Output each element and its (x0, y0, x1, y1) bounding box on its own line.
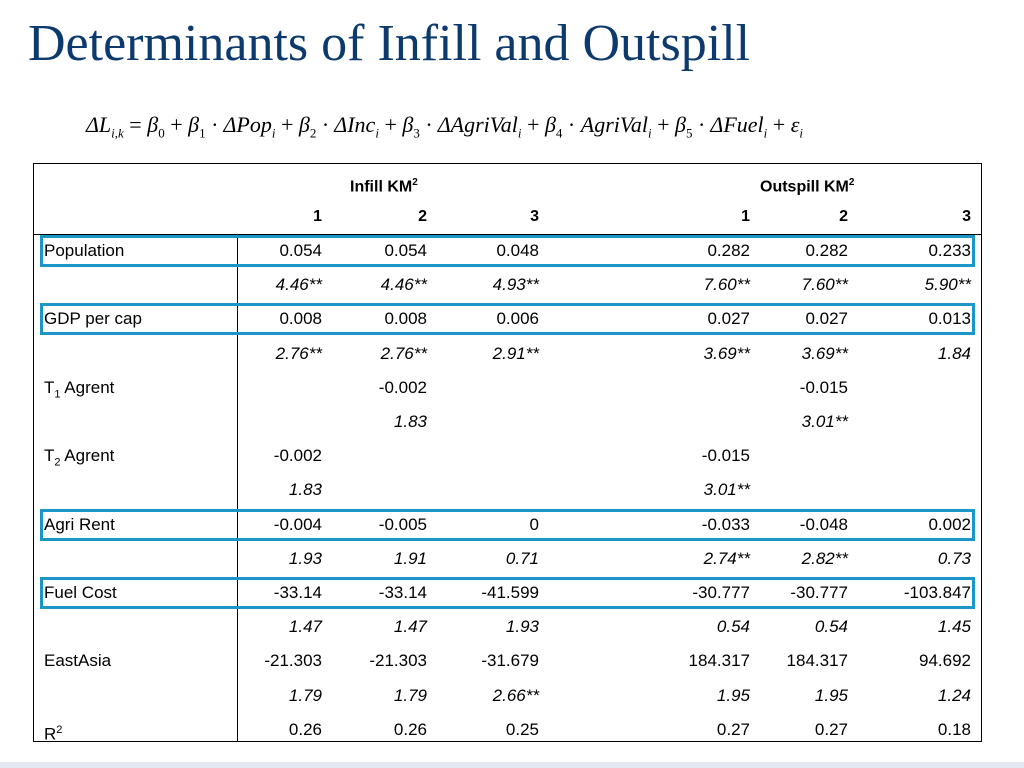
row-label-text: T (44, 446, 55, 466)
t-stat-cell: 1.83 (288, 480, 322, 500)
coefficient-cell: 0.048 (496, 241, 539, 260)
coefficient-cell: 0.26 (393, 719, 427, 739)
coefficient-cell: 0.002 (928, 514, 971, 534)
coefficient-cell: 0.233 (928, 241, 971, 260)
coefficient-cell: -0.005 (378, 514, 427, 534)
t-stat-cell: 1.95 (814, 685, 848, 705)
coefficient-cell: -31.679 (481, 651, 539, 671)
label-column-divider (237, 234, 238, 742)
coefficient-cell: 0.25 (505, 719, 539, 739)
coefficient-cell: 0 (529, 514, 539, 534)
coefficient-cell: 0.008 (279, 309, 322, 329)
row-label-text: GDP per cap (44, 309, 142, 329)
t-stat-cell: 0.71 (505, 548, 539, 568)
t-stat-cell: 2.82** (801, 548, 848, 568)
row-label-tail: Agrent (60, 377, 115, 397)
coefficient-cell: -103.847 (903, 583, 971, 602)
outspill-header-text: Outspill KM (760, 178, 849, 196)
col-header-infill-3: 3 (530, 208, 539, 225)
t-stat-cell: 1.84 (937, 343, 971, 363)
t-stat-cell: 1.83 (393, 412, 427, 431)
col-header-outspill-2: 2 (839, 208, 848, 225)
outspill-header-sup: 2 (848, 177, 855, 188)
t-stat-cell: 0.54 (814, 617, 848, 637)
t-stat-cell: 2.66** (492, 685, 539, 705)
row-label-text: EastAsia (44, 651, 112, 671)
infill-header (350, 166, 418, 200)
row-label-subscript: 2 (54, 456, 61, 469)
coefficient-cell: -41.599 (481, 583, 539, 602)
t-stat-cell: 2.76** (275, 343, 322, 363)
infill-header-sup: 2 (412, 177, 418, 188)
coefficient-cell: 0.013 (928, 309, 971, 329)
t-stat-cell: 5.90** (924, 275, 971, 295)
regression-table (33, 163, 982, 742)
t-stat-cell: 1.79 (393, 685, 427, 705)
row-label-tail: Agrent (60, 446, 115, 466)
t-stat-cell: 4.46** (275, 275, 322, 295)
t-stat-cell: 2.91** (492, 343, 539, 363)
col-header-infill-2: 2 (418, 208, 427, 225)
row-label-t1-agrent (44, 371, 114, 405)
t-stat-cell: 1.93 (288, 548, 322, 568)
infill-header-text: Infill KM (350, 178, 413, 196)
coefficient-cell: 0.008 (384, 309, 427, 329)
outspill-header (760, 166, 854, 200)
coefficient-cell: -30.777 (692, 583, 750, 602)
row-label-fuel-cost (44, 576, 117, 610)
coefficient-cell: 0.27 (814, 719, 848, 739)
coefficient-cell: -33.14 (378, 583, 427, 602)
coefficient-cell: -0.015 (799, 377, 848, 397)
t-stat-cell: 4.46** (380, 275, 427, 295)
t-stat-cell: 3.01** (801, 412, 848, 431)
coefficient-cell: 0.027 (707, 309, 750, 329)
coefficient-cell: 0.054 (279, 241, 322, 260)
slide-footer-bar (0, 762, 1024, 768)
t-stat-cell: 0.73 (937, 548, 971, 568)
t-stat-cell: 3.69** (703, 343, 750, 363)
row-label-t2-agrent (44, 439, 114, 473)
row-label-gdp-per-cap (44, 302, 142, 336)
coefficient-cell: -0.048 (799, 514, 848, 534)
t-stat-cell: 1.91 (393, 548, 427, 568)
coefficient-cell: -21.303 (369, 651, 427, 671)
t-stat-cell: 3.01** (703, 480, 750, 500)
row-label-text: Fuel Cost (44, 583, 117, 602)
t-stat-cell: 1.95 (716, 685, 750, 705)
row-label-subscript: 1 (54, 388, 61, 401)
regression-equation: $\Delta L_{i,k} = \beta_0 + \beta_1 \cdot \Delta Pop_i + \beta_2 \cdot \Delta Inc_i + \beta_3$ · ΔAgriVal$_i$ + $\beta_4$ · AgriVal$_i$ + $\beta_5$ · ΔFuel$_i$ + $\varepsilon_i$ (86, 112, 804, 141)
row-label-text: T (44, 377, 55, 397)
coefficient-cell: -0.004 (273, 514, 322, 534)
t-stat-cell: 1.47 (288, 617, 322, 637)
row-label-text: Agri Rent (44, 514, 115, 534)
row-label-eastasia (44, 644, 111, 678)
coefficient-cell: 0.054 (384, 241, 427, 260)
t-stat-cell: 4.93** (492, 275, 539, 295)
coefficient-cell: 94.692 (919, 651, 971, 671)
slide-title: Determinants of Infill and Outspill (28, 15, 751, 72)
row-label-superscript: 2 (56, 723, 63, 736)
col-header-infill-1: 1 (313, 208, 322, 225)
coefficient-cell: -0.002 (273, 446, 322, 466)
t-stat-cell: 3.69** (801, 343, 848, 363)
col-header-outspill-1: 1 (741, 208, 750, 225)
coefficient-cell: -0.002 (378, 377, 427, 397)
coefficient-cell: 0.27 (716, 719, 750, 739)
col-header-outspill-3: 3 (962, 208, 971, 225)
t-stat-cell: 1.93 (505, 617, 539, 637)
t-stat-cell: 2.74** (703, 548, 750, 568)
t-stat-cell: 1.45 (937, 617, 971, 637)
coefficient-cell: -30.777 (790, 583, 848, 602)
coefficient-cell: 0.282 (805, 241, 848, 260)
row-label-agri-rent (44, 508, 115, 542)
t-stat-cell: 1.79 (288, 685, 322, 705)
t-stat-cell: 1.47 (393, 617, 427, 637)
coefficient-cell: -33.14 (273, 583, 322, 602)
coefficient-cell: -0.033 (701, 514, 750, 534)
t-stat-cell: 7.60** (703, 275, 750, 295)
coefficient-cell: 0.027 (805, 309, 848, 329)
coefficient-cell: 184.317 (786, 651, 848, 671)
t-stat-cell: 7.60** (801, 275, 848, 295)
coefficient-cell: 184.317 (688, 651, 750, 671)
t-stat-cell: 2.76** (380, 343, 427, 363)
t-stat-cell: 1.24 (937, 685, 971, 705)
row-label-text: R (44, 724, 57, 744)
coefficient-cell: 0.26 (288, 719, 322, 739)
coefficient-cell: -21.303 (264, 651, 322, 671)
row-label-r2 (44, 713, 62, 747)
coefficient-cell: -0.015 (701, 446, 750, 466)
row-label-population (44, 234, 124, 268)
coefficient-cell: 0.18 (937, 719, 971, 739)
t-stat-cell: 0.54 (716, 617, 750, 637)
coefficient-cell: 0.282 (707, 241, 750, 260)
coefficient-cell: 0.006 (496, 309, 539, 329)
row-label-text: Population (44, 241, 125, 260)
